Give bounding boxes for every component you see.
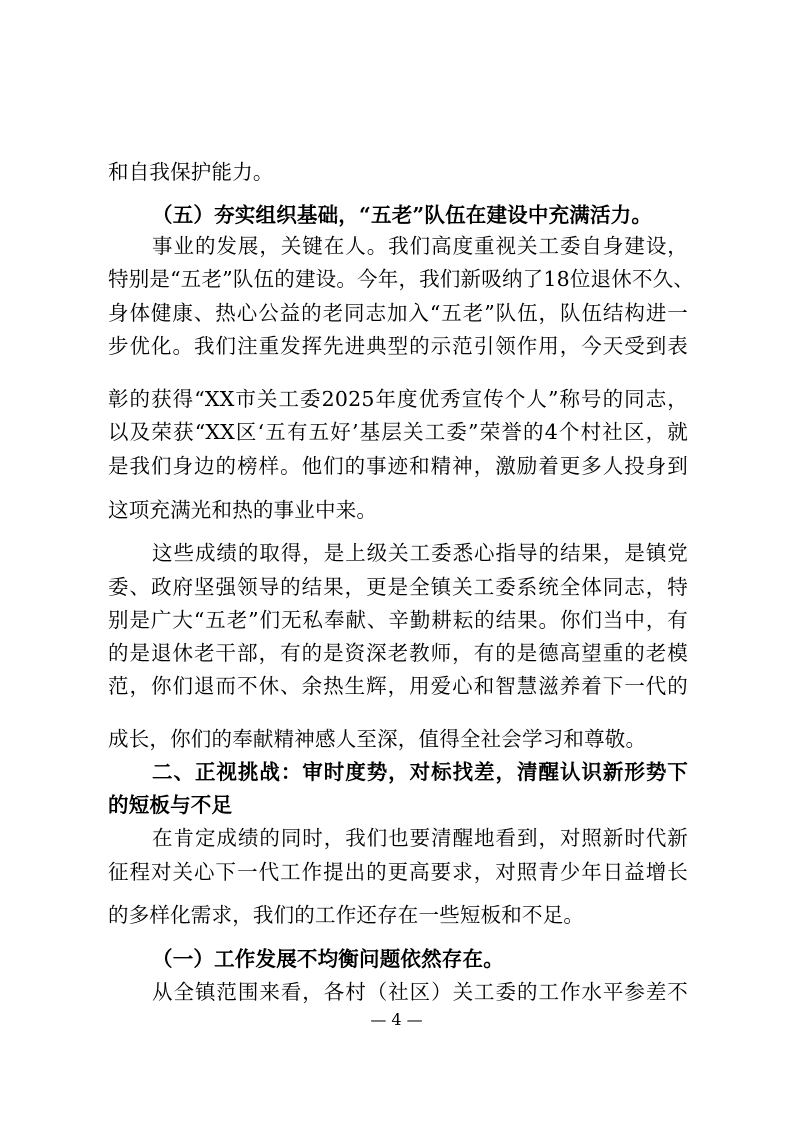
paragraph-line: 步优化。我们注重发挥先进典型的示范引领作用，今天受到表 (108, 334, 688, 358)
paragraph-line: 彰的获得“XX市关工委2025年度优秀宣传个人”称号的同志， (108, 387, 688, 411)
paragraph-line: 别是广大“五老”们无私奉献、辛勤耕耘的结果。你们当中，有 (108, 608, 688, 632)
section-heading-continued: 的短板与不足 (108, 793, 233, 817)
paragraph-line: 征程对关心下一代工作提出的更高要求，对照青少年日益增长 (108, 860, 688, 884)
paragraph-line: 在肯定成绩的同时，我们也要清醒地看到，对照新时代新 (152, 826, 688, 850)
page-number: — 4 — (370, 1010, 423, 1029)
paragraph-line: 的是退休老干部，有的是资深老教师，有的是德高望重的老模 (108, 641, 688, 665)
paragraph-line: 这项充满光和热的事业中来。 (108, 498, 378, 522)
paragraph-line: 成长，你们的奉献精神感人至深，值得全社会学习和尊敬。 (108, 727, 647, 751)
paragraph-line: 这些成绩的取得，是上级关工委悉心指导的结果，是镇党 (152, 541, 688, 565)
section-heading: 二、正视挑战：审时度势，对标找差，清醒认识新形势下 (152, 760, 688, 784)
subsection-heading: （一）工作发展不均衡问题依然存在。 (152, 947, 504, 971)
paragraph-line: 和自我保护能力。 (108, 160, 274, 184)
paragraph-line: 特别是“五老”队伍的建设。今年，我们新吸纳了18位退休不久、 (108, 267, 695, 291)
paragraph-line: 事业的发展，关键在人。我们高度重视关工委自身建设， (152, 234, 688, 258)
paragraph-line: 以及荣获“XX区‘五有五好’基层关工委”荣誉的4个村社区，就 (108, 420, 688, 444)
paragraph-line: 身体健康、热心公益的老同志加入“五老”队伍，队伍结构进一 (108, 301, 688, 325)
paragraph-line: 从全镇范围来看，各村（社区）关工委的工作水平参差不 (152, 980, 688, 1004)
section-heading: （五）夯实组织基础，“五老”队伍在建设中充满活力。 (152, 203, 653, 227)
paragraph-line: 的多样化需求，我们的工作还存在一些短板和不足。 (108, 903, 585, 927)
paragraph-line: 是我们身边的榜样。他们的事迹和精神，激励着更多人投身到 (108, 454, 688, 478)
paragraph-line: 范，你们退而不休、余热生辉，用爱心和智慧滋养着下一代的 (108, 674, 688, 698)
paragraph-line: 委、政府坚强领导的结果，更是全镇关工委系统全体同志，特 (108, 575, 688, 599)
